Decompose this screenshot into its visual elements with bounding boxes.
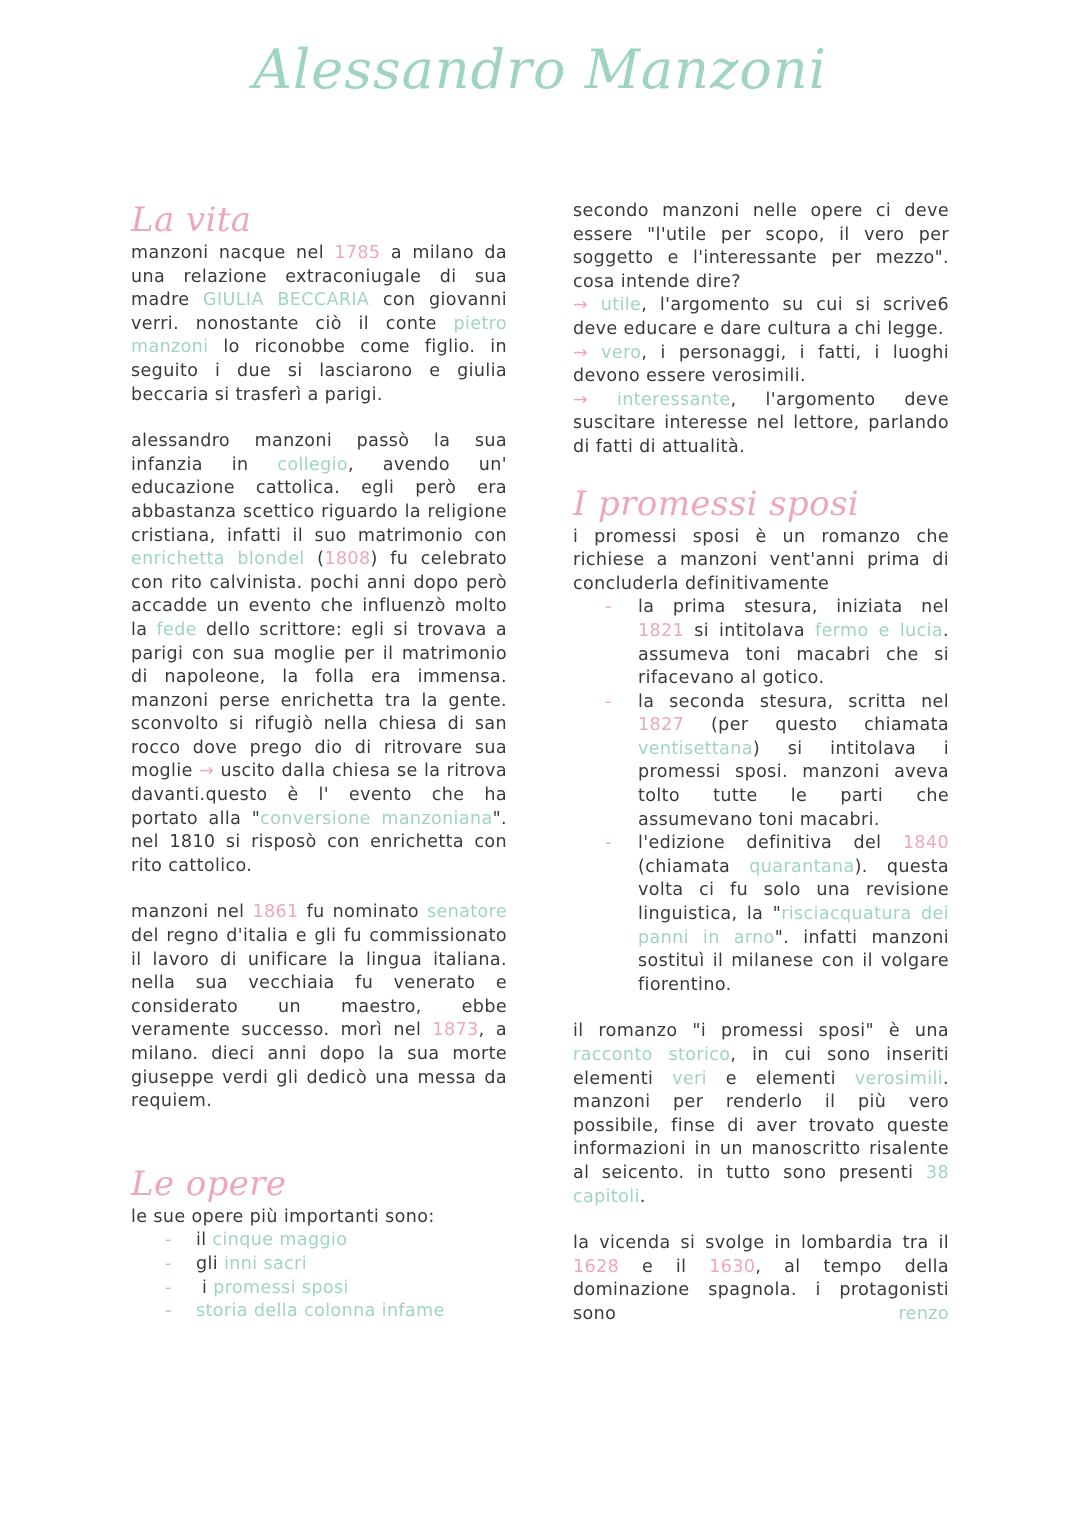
highlight-term: veri [672, 1068, 707, 1089]
text: la prima stesura, iniziata nel [638, 597, 949, 618]
highlight-term: renzo [898, 1303, 949, 1324]
highlight-term: ventisettana [638, 738, 753, 759]
text: ( [304, 549, 325, 570]
text: , l'argomento deve suscitare interesse nel lettore, parlando di fatti di attualità. [573, 389, 949, 457]
section-heading-vita: La vita [131, 200, 252, 240]
text: l'edizione definitiva del [638, 833, 903, 854]
principio-vero [573, 342, 949, 389]
text: ) fu celebrato con rito calvinista. pochi anni dopo però accadde un evento che influenzò molto la [131, 549, 507, 640]
highlight-term: 38 capitoli [573, 1162, 949, 1207]
text: , l'argomento su cui si scrive6 deve educare e dare cultura a chi legge. [573, 295, 949, 339]
list-item [573, 832, 949, 997]
highlight-term: racconto storico [573, 1045, 731, 1065]
highlight-year: 1628 [573, 1256, 620, 1277]
arrow-icon: → [573, 295, 589, 316]
text: fu nominato [298, 902, 427, 923]
list-item [131, 1300, 507, 1324]
highlight-term: GIULIA BECCARIA [203, 290, 370, 311]
text: , avendo un' educazione cattolica. egli però era abbastanza scettico riguardo la religione cristiana, infatti il suo matrimonio con [131, 454, 507, 546]
text: con giovanni verri. nonostante ciò il conte [131, 290, 507, 334]
arrow-icon: → [573, 389, 589, 410]
text: ". infatti manzoni sostituì il milanese con il volgare fiorentino. [638, 927, 949, 995]
list-item [573, 596, 949, 690]
list-item [573, 691, 949, 833]
text: ". nel 1810 si risposò con enrichetta con rito cattolico. [131, 808, 507, 876]
principi-intro: secondo manzoni nelle opere ci deve essere "l'utile per scopo, il vero per soggetto e l'interessante per mezzo". cosa intende dire? [573, 201, 949, 292]
opere-intro: le sue opere più importanti sono: [131, 1206, 435, 1227]
work-title: storia della colonna infame [196, 1301, 445, 1322]
text: manzoni nacque nel [131, 243, 335, 263]
opere-list [131, 1229, 507, 1323]
text: i [196, 1277, 214, 1298]
work-title: promessi sposi [213, 1277, 349, 1298]
text: il [196, 1230, 213, 1251]
highlight-term: fermo e lucia [815, 620, 944, 641]
text: , in cui sono inseriti elementi [573, 1045, 949, 1089]
left-column [131, 200, 507, 1324]
text: alessandro manzoni passò la sua infanzia in [131, 431, 507, 475]
list-item [131, 1253, 507, 1277]
vita-paragraph-1 [131, 242, 507, 407]
highlight-year: 1821 [638, 620, 685, 641]
principio-interessante [573, 389, 949, 460]
vita-paragraph-3 [131, 901, 507, 1113]
text: la vicenda si svolge in lombardia tra il [573, 1233, 949, 1254]
highlight-year: 1630 [709, 1256, 756, 1277]
text: dello scrittore: egli si trovava a parigi con sua moglie per il matrimonio di napoleone, la folla era immensa. manzoni perse enrichetta tra la gente. sconvolto si rifugiò nella chiesa di san rocco dove prego dio di ritrovare sua moglie [131, 619, 507, 782]
highlight-term: pietro manzoni [131, 313, 507, 358]
text: , i personaggi, i fatti, i luoghi devono essere verosimili. [573, 342, 949, 387]
promessi-paragraph-1 [573, 1020, 949, 1209]
highlight-year: 1785 [334, 243, 381, 263]
text: e il [619, 1256, 710, 1277]
highlight-term: vero [601, 342, 642, 363]
text: ). questa volta ci fu solo una revisione linguistica, la " [638, 856, 949, 925]
text: . manzoni per renderlo il più vero possibile, finse di aver trovato queste informazioni in un manoscritto risalente al seicento. in tutto sono presenti [573, 1068, 950, 1183]
text: , a milano. dieci anni dopo la sua morte giuseppe verdi gli dedicò una messa da requiem. [131, 1020, 507, 1112]
highlight-term: interessante [617, 389, 731, 410]
text: uscito dalla chiesa se la ritrova davanti.questo è l' evento che ha portato alla " [131, 761, 507, 829]
highlight-term: risciacquatura dei panni in arno [638, 904, 949, 948]
highlight-term: verosimili [854, 1068, 944, 1089]
arrow-icon: → [573, 342, 589, 363]
highlight-term: conversione manzoniana [260, 808, 493, 829]
highlight-term: collegio [277, 454, 349, 475]
work-title: inni sacri [224, 1253, 307, 1274]
list-item [131, 1277, 507, 1301]
promessi-intro: i promessi sposi è un romanzo che richiese a manzoni vent'anni prima di concluderla definitivamente [573, 526, 949, 594]
arrow-icon: → [199, 761, 215, 782]
text: del regno d'italia e gli fu commissionato il lavoro di unificare la lingua italiana. nella sua vecchiaia fu venerato e considerato un maestro, ebbe veramente successo. morì nel [131, 926, 507, 1041]
highlight-term: senatore [426, 902, 508, 923]
text: lo riconobbe come figlio. in seguito i due si lasciarono e giulia beccaria si trasferì a parigi. [131, 337, 507, 405]
highlight-term: quarantana [749, 856, 855, 877]
text: . assumeva toni macabri che si rifacevano al gotico. [638, 620, 949, 689]
text: il romanzo "i promessi sposi" è una [573, 1021, 949, 1042]
right-column [573, 200, 949, 1327]
text: a milano da una relazione extraconiugale di sua madre [131, 243, 508, 311]
principio-utile [573, 294, 949, 341]
highlight-year: 1808 [324, 549, 371, 570]
highlight-term: utile [600, 295, 642, 316]
work-title: cinque maggio [212, 1230, 348, 1251]
highlight-term: fede [156, 619, 197, 640]
text: gli [196, 1253, 224, 1274]
text: (per questo chiamata [684, 715, 949, 736]
text: manzoni nel [131, 902, 253, 923]
highlight-year: 1840 [902, 833, 949, 854]
text: e elementi [706, 1068, 855, 1089]
text: (chiamata [638, 856, 750, 877]
highlight-term: enrichetta blondel [131, 549, 305, 570]
text: , al tempo della dominazione spagnola. i protagonisti sono [573, 1256, 949, 1324]
promessi-paragraph-2 [573, 1232, 949, 1326]
highlight-year: 1827 [638, 715, 685, 736]
text: la seconda stesura, scritta nel [638, 691, 949, 712]
vita-paragraph-2 [131, 430, 507, 878]
highlight-year: 1873 [432, 1020, 479, 1041]
highlight-year: 1861 [252, 902, 299, 923]
text: ) si intitolava i promessi sposi. manzoni aveva tolto tutte le parti che assumevano toni macabri. [638, 738, 949, 830]
section-heading-promessi-sposi: I promessi sposi [573, 483, 860, 524]
list-item [131, 1229, 507, 1253]
text: si intitolava [684, 620, 816, 641]
stesure-list [573, 596, 949, 997]
text: . [639, 1186, 646, 1207]
page-title: Alessandro Manzoni [253, 38, 827, 101]
section-heading-opere: Le opere [131, 1163, 287, 1204]
